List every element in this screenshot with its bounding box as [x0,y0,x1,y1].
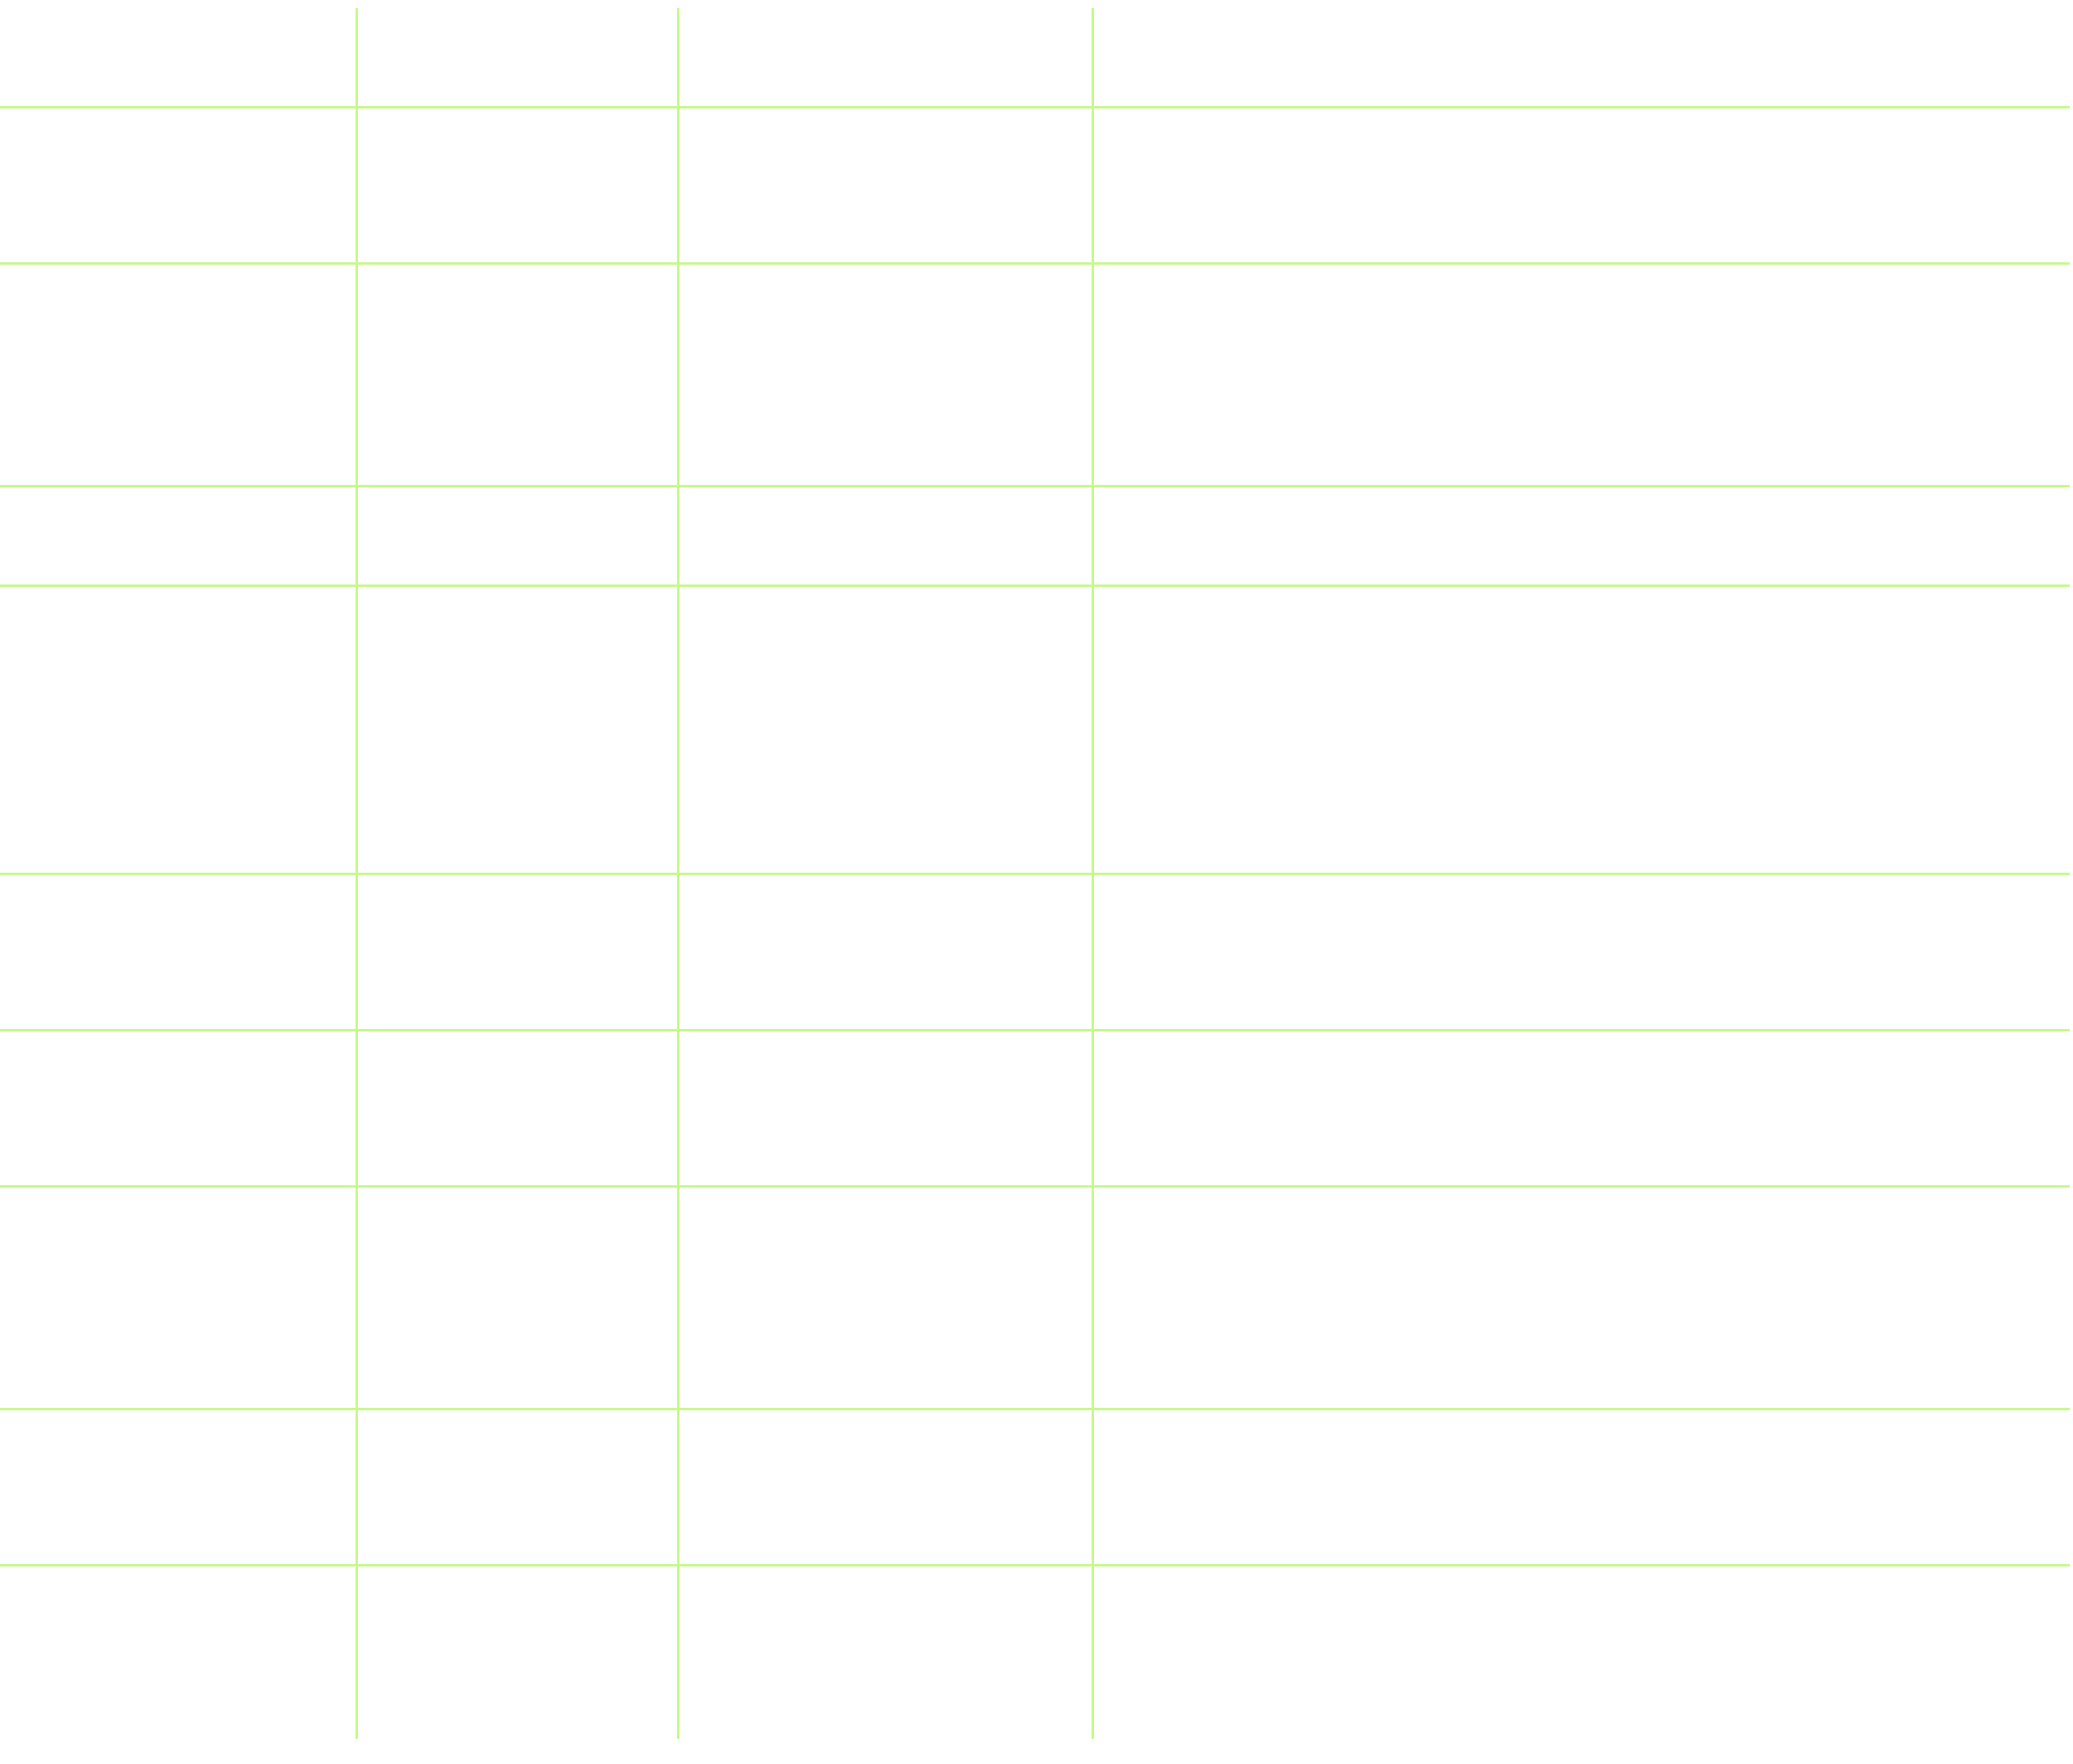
table-header-row [0,0,2070,107]
table-cell [0,873,356,1030]
table-cell [678,1565,1092,1739]
table-cell [356,1030,678,1186]
table-cell [1092,873,2070,1030]
table-cell [356,1409,678,1565]
table-cell [356,263,678,486]
column-divider [677,8,679,1739]
row-divider [0,584,2070,587]
column-divider [1092,8,1094,1739]
table-cell [356,486,678,585]
table-cell [1092,263,2070,486]
row-divider [0,262,2070,265]
table-row [0,107,2070,263]
table-row [0,585,2070,873]
row-divider [0,1408,2070,1410]
table-cell [0,107,356,263]
row-divider [0,106,2070,108]
table-cell [678,873,1092,1030]
table-row [0,1565,2070,1739]
table-cell [1092,486,2070,585]
table-cell [0,1409,356,1565]
table-cell [678,107,1092,263]
table-row [0,1186,2070,1409]
table-cell [0,1186,356,1409]
table-cell [0,263,356,486]
table-cell [0,585,356,873]
table-cell [1092,1565,2070,1739]
table-cell [0,1565,356,1739]
table-header-cell [0,0,356,107]
table-cell [678,1030,1092,1186]
table-cell [356,1186,678,1409]
table-row [0,873,2070,1030]
column-divider [355,8,358,1739]
table-header-cell [356,0,678,107]
row-divider [0,1564,2070,1566]
table-cell [356,1565,678,1739]
table-header-cell [1092,0,2070,107]
table-row [0,263,2070,486]
table-cell [1092,585,2070,873]
table-row [0,1030,2070,1186]
row-divider [0,485,2070,487]
table-cell [0,1030,356,1186]
row-divider [0,1029,2070,1031]
table-header-cell [678,0,1092,107]
table-cell [1092,1186,2070,1409]
table-cell [1092,1409,2070,1565]
table-cell [356,873,678,1030]
table-cell [1092,1030,2070,1186]
row-divider [0,1185,2070,1188]
table-row [0,1409,2070,1565]
table-row [0,486,2070,585]
table-cell [678,486,1092,585]
table-cell [356,107,678,263]
table-cell [678,585,1092,873]
table-cell [678,1409,1092,1565]
table-cell [0,486,356,585]
row-divider [0,873,2070,875]
table-cell [356,585,678,873]
table-cell [678,263,1092,486]
table-cell [678,1186,1092,1409]
table-cell [1092,107,2070,263]
